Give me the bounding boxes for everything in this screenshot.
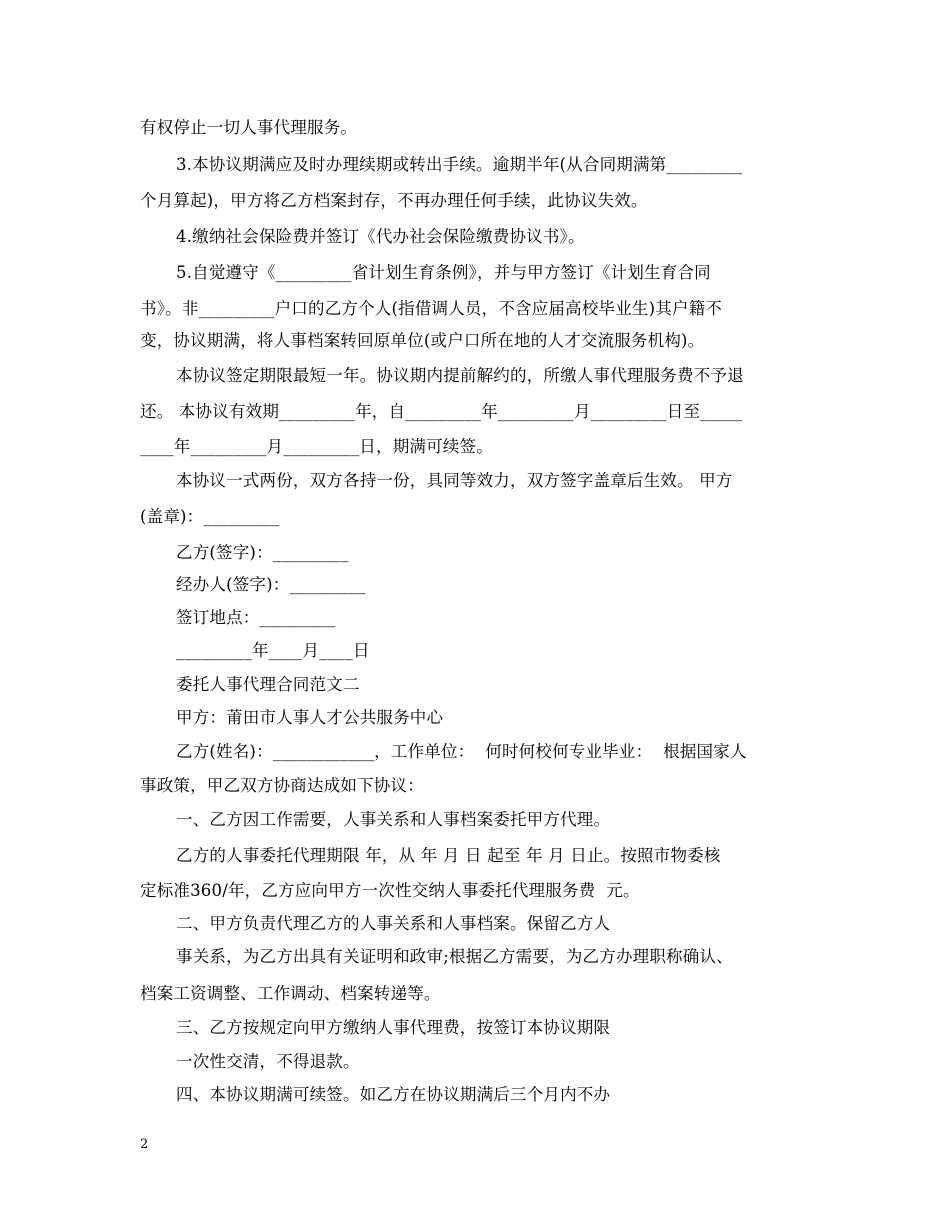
text-line: 签订地点：_________: [176, 608, 336, 627]
page-number: 2: [140, 1137, 149, 1152]
text-line: 书》。非_________户口的乙方个人(指借调人员，不含应届高校毕业生)其户籍不: [140, 299, 723, 318]
text-line: 四、本协议期满可续签。如乙方在协议期满后三个月内不办: [176, 1085, 611, 1104]
text-line: 乙方(签字)：_________: [176, 543, 349, 562]
text-line: 还。 本协议有效期_________年，自_________年_________月_________日至_____: [140, 402, 743, 421]
text-line: 4.缴纳社会保险费并签订《代办社会保险缴费协议书》。: [176, 227, 585, 246]
text-line: 本协议签定期限最短一年。协议期内提前解约的，所缴人事代理服务费不予退: [176, 366, 744, 385]
text-line: 档案工资调整、工作调动、档案转递等。: [140, 984, 441, 1003]
text-line: 个月算起)，甲方将乙方档案封存，不再办理任何手续，此协议失效。: [140, 191, 648, 210]
text-line: 事关系，为乙方出具有关证明和政审;根据乙方需要，为乙方办理职称确认、: [176, 947, 733, 966]
text-line: 三、乙方按规定向甲方缴纳人事代理费，按签订本协议期限: [176, 1018, 611, 1037]
text-line: 3.本协议期满应及时办理续期或转出手续。逾期半年(从合同期满第_________: [176, 155, 743, 174]
text-line: 一次性交清，不得退款。: [176, 1052, 360, 1071]
text-line: 一、乙方因工作需要，人事关系和人事档案委托甲方代理。: [176, 810, 611, 829]
section-heading: 委托人事代理合同范文二: [176, 675, 360, 694]
text-line: 甲方：莆田市人事人才公共服务中心: [176, 708, 444, 727]
text-line: 本协议一式两份，双方各持一份，具同等效力，双方签字盖章后生效。 甲方: [176, 471, 733, 490]
text-line: 5.自觉遵守《_________省计划生育条例》，并与甲方签订《计划生育合同: [176, 263, 711, 282]
text-line: ____年_________月_________日，期满可续签。: [140, 437, 493, 456]
text-line: 有权停止一切人事代理服务。: [140, 118, 358, 137]
text-line: 乙方(姓名)：____________，工作单位： 何时何校何专业毕业： 根据国家人: [176, 742, 747, 761]
text-line: (盖章)：_________: [140, 507, 280, 526]
text-line: 定标准360/年，乙方应向甲方一次性交纳人事委托代理服务费 元。: [140, 881, 640, 900]
text-line: 二、甲方负责代理乙方的人事关系和人事档案。保留乙方人: [176, 914, 611, 933]
text-line: 乙方的人事委托代理期限 年，从 年 月 日 起至 年 月 日止。按照市物委核: [176, 846, 721, 865]
text-line: 经办人(签字)：_________: [176, 575, 366, 594]
text-line: 事政策，甲乙双方协商达成如下协议：: [140, 776, 424, 795]
text-line: _________年____月____日: [176, 641, 370, 660]
text-line: 变，协议期满，将人事档案转回原单位(或户口所在地的人才交流服务机构)。: [140, 331, 705, 350]
